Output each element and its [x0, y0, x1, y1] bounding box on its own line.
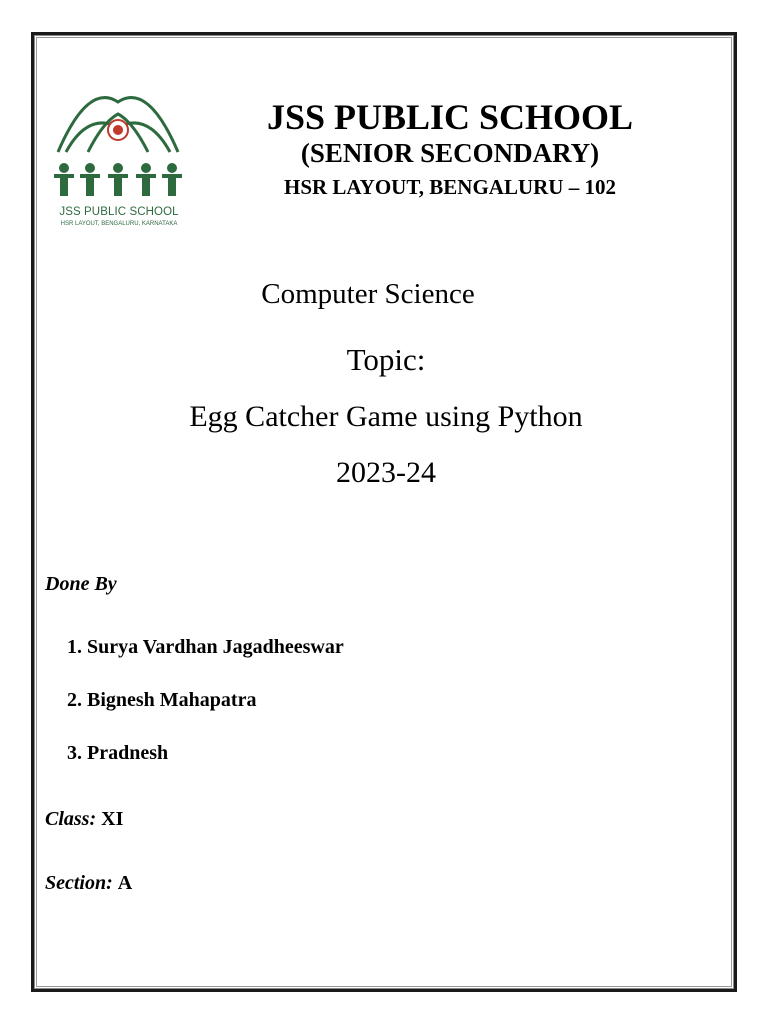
topic-label: Topic: — [346, 342, 426, 377]
section-value: A — [117, 872, 133, 894]
school-level: (SENIOR SECONDARY) — [300, 138, 600, 168]
list-item: 1. Surya Vardhan Jagadheeswar — [67, 636, 344, 658]
subject-title: Computer Science — [261, 278, 475, 310]
logo-caption-name: JSS PUBLIC SCHOOL — [59, 206, 179, 218]
class-label: Class: — [45, 808, 97, 830]
list-item: 3. Pradnesh — [67, 742, 169, 764]
logo-caption-address: HSR LAYOUT, BENGALURU, KARNATAKA — [60, 221, 178, 227]
list-item: 2. Bignesh Mahapatra — [67, 689, 257, 711]
done-by-label: Done By — [45, 573, 117, 595]
member-list — [67, 636, 344, 795]
school-logo — [48, 92, 188, 234]
school-name: JSS PUBLIC SCHOOL — [266, 97, 634, 137]
class-field — [45, 808, 123, 831]
section-label: Section: — [45, 872, 113, 894]
section-field — [45, 872, 132, 895]
class-value: XI — [101, 808, 124, 830]
topic-title: Egg Catcher Game using Python — [189, 400, 583, 433]
academic-year: 2023-24 — [336, 456, 436, 489]
school-emblem-icon — [48, 92, 188, 204]
school-address: HSR LAYOUT, BENGALURU – 102 — [284, 175, 616, 199]
